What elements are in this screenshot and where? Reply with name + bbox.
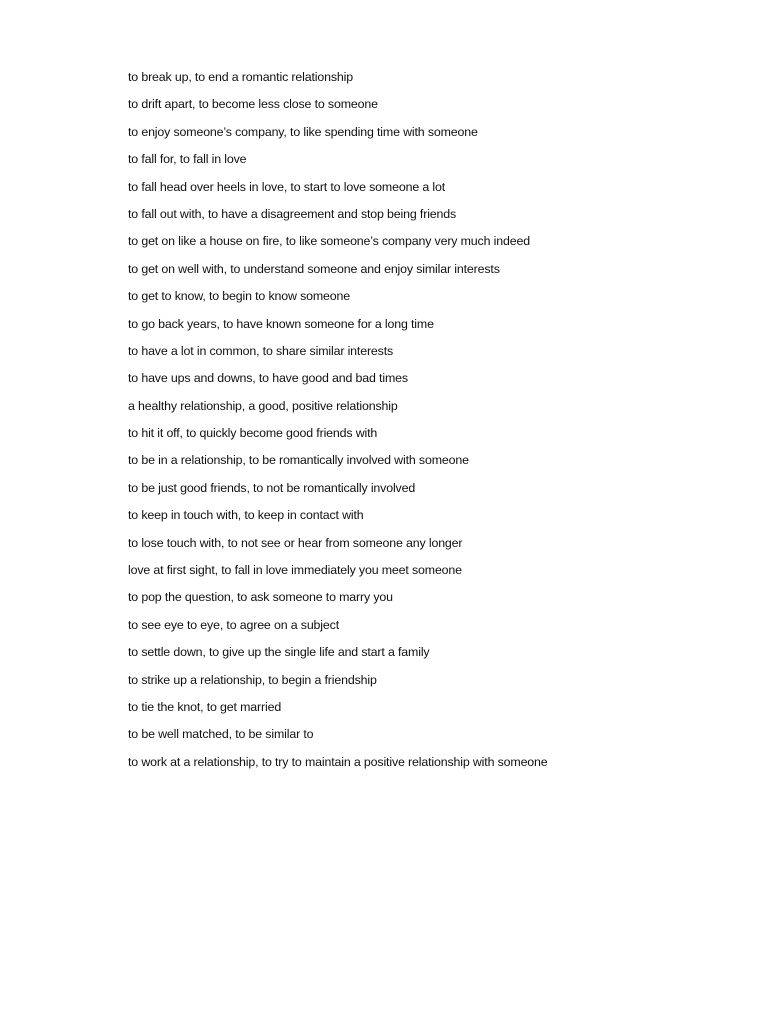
phrase-entry: to drift apart, to become less close to someone <box>128 97 378 112</box>
phrase-entry: to lose touch with, to not see or hear from someone any longer <box>128 535 463 550</box>
phrase-entry: to have a lot in common, to share similar interests <box>128 343 394 358</box>
phrase-entry: to pop the question, to ask someone to marry you <box>128 590 393 605</box>
phrase-entry: to tie the knot, to get married <box>128 699 282 714</box>
phrase-entry: to have ups and downs, to have good and bad times <box>128 371 408 386</box>
phrase-entry: to settle down, to give up the single life and start a family <box>128 645 430 660</box>
phrase-entry: to be just good friends, to not be romantically involved <box>128 480 416 495</box>
phrase-entry: to fall head over heels in love, to start to love someone a lot <box>128 179 446 194</box>
phrase-entry: to get on well with, to understand someone and enjoy similar interests <box>128 261 500 276</box>
phrase-entry: to fall for, to fall in love <box>128 152 247 167</box>
phrase-entry: love at first sight, to fall in love immediately you meet someone <box>128 563 462 578</box>
phrase-entry: to strike up a relationship, to begin a friendship <box>128 672 377 687</box>
phrase-entry: to hit it off, to quickly become good friends with <box>128 426 378 441</box>
phrase-entry: to enjoy someone’s company, to like spending time with someone <box>128 124 478 139</box>
phrase-entry: to get to know, to begin to know someone <box>128 289 350 304</box>
phrase-entry: to be well matched, to be similar to <box>128 727 314 742</box>
phrase-entry: to keep in touch with, to keep in contact with <box>128 508 364 523</box>
phrase-entry: to break up, to end a romantic relationship <box>128 70 353 84</box>
phrase-entry: a healthy relationship, a good, positive relationship <box>128 398 398 413</box>
phrase-entry: to see eye to eye, to agree on a subject <box>128 617 339 632</box>
phrase-list <box>128 66 748 778</box>
phrase-entry: to go back years, to have known someone for a long time <box>128 316 434 331</box>
phrase-entry: to work at a relationship, to try to maintain a positive relationship with someone <box>128 754 548 769</box>
phrase-entry: to fall out with, to have a disagreement and stop being friends <box>128 206 457 221</box>
phrase-entry: to get on like a house on fire, to like someone’s company very much indeed <box>128 234 530 249</box>
phrase-entry: to be in a relationship, to be romantically involved with someone <box>128 453 469 468</box>
